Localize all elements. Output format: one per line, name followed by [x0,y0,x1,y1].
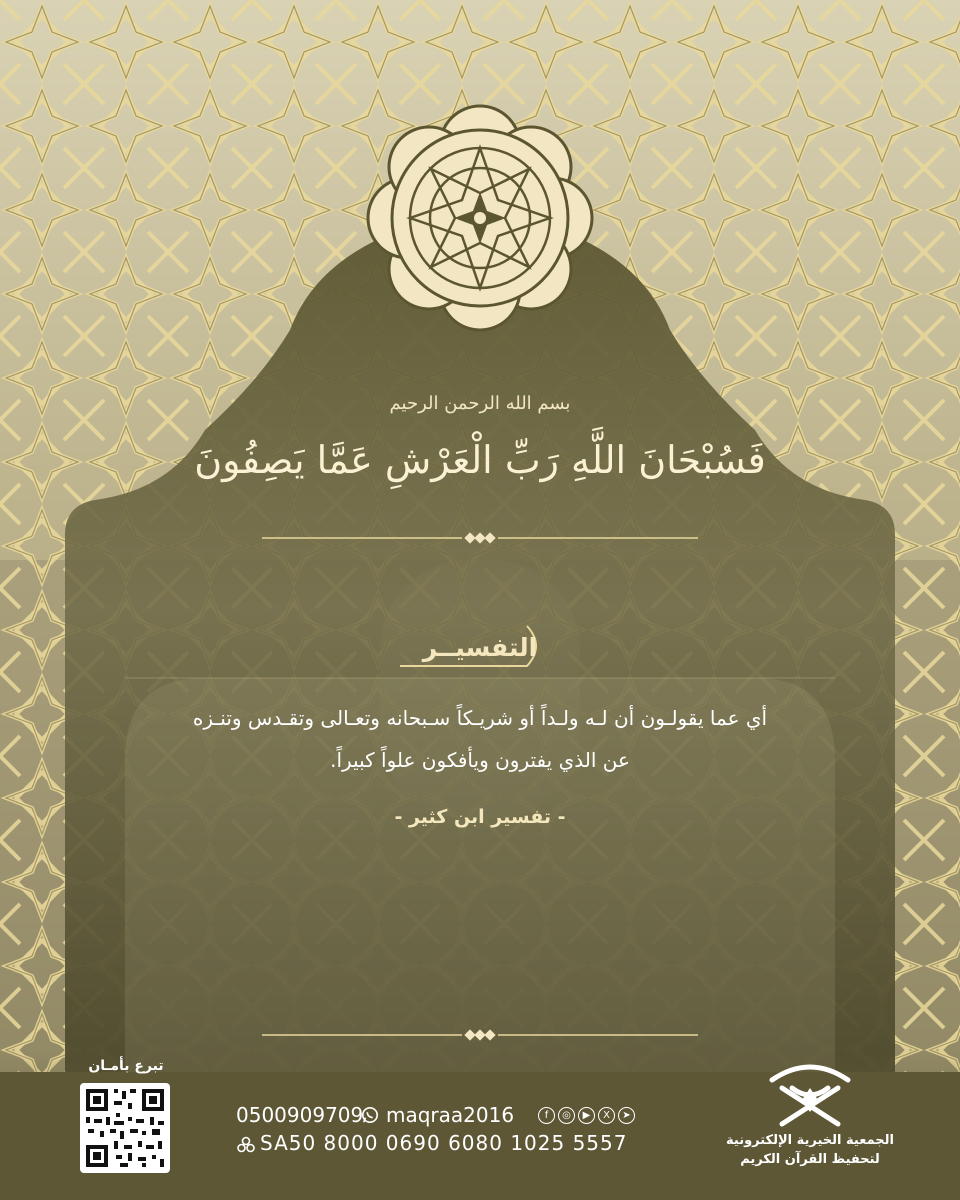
basmala-text: بسم الله الرحمن الرحيم [389,393,571,414]
phone-number[interactable]: 0500909709 [236,1103,364,1127]
qr-pattern [80,1083,170,1173]
quran-verse: فَسُبْحَانَ اللَّهِ رَبِّ الْعَرْشِ عَمَّا يَصِفُونَ [194,438,766,482]
x-icon[interactable]: X [598,1107,615,1124]
donate-label: تبرع بأمـان [88,1058,164,1074]
tafsir-text-line-1: أي عما يقولـون أن لـه ولـداً أو شريـكاً سـبحانه وتعـالى وتقـدس وتنـزه [192,706,768,730]
whatsapp-icon [361,1106,379,1124]
telegram-icon[interactable]: ➤ [618,1107,635,1124]
tafsir-heading: التفسيــر [422,633,538,662]
bank-icon [236,1135,256,1155]
organization-name-line-1: الجمعية الخيرية الإلكترونية [726,1133,894,1148]
tafsir-text-line-2: عن الذي يفترون ويأفكون علواً كبيراً. [330,748,630,772]
social-handle[interactable]: maqraa2016 [386,1103,515,1127]
organization-logo [752,1058,868,1132]
contact-row [236,1103,656,1129]
instagram-icon[interactable]: ◎ [558,1107,575,1124]
youtube-icon[interactable]: ▶ [578,1107,595,1124]
iban-number[interactable]: SA50 8000 0690 6080 1025 5557 [260,1131,628,1155]
iban-row [236,1131,676,1159]
facebook-icon[interactable]: f [538,1107,555,1124]
donation-qr-code[interactable] [80,1083,170,1173]
tafsir-source: - تفسير ابن كثير - [394,806,566,828]
organization-name-line-2: لتحفيظ القرآن الكريم [740,1152,880,1167]
